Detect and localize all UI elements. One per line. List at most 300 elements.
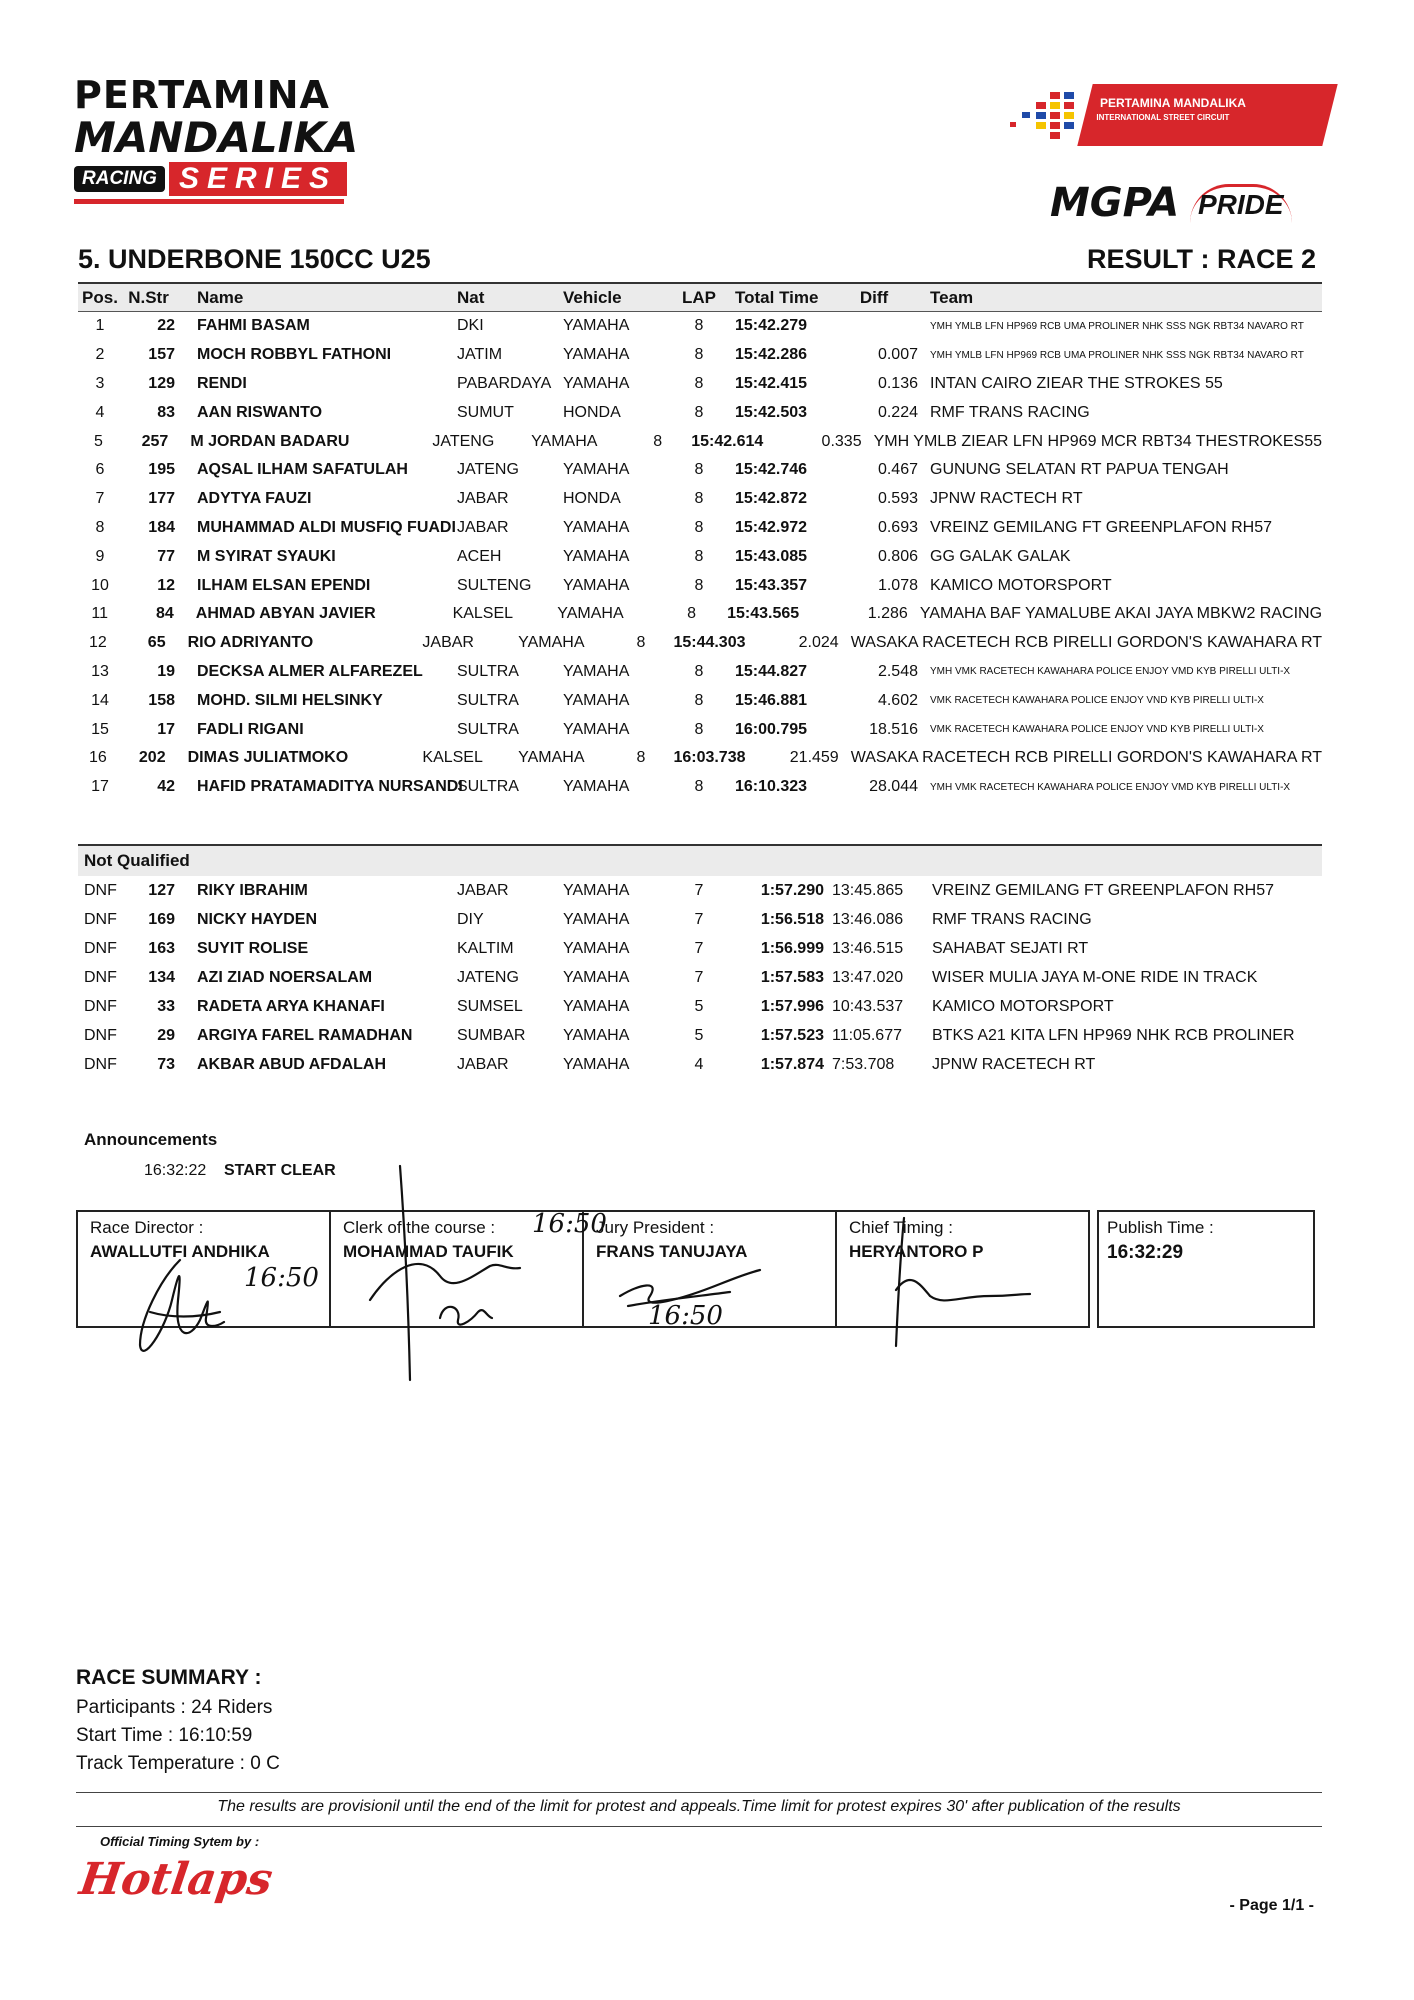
cell-vehicle: YAMAHA [563,518,630,536]
cell-pos: 14 [91,691,109,709]
cell-pos: 6 [95,461,105,479]
cell-nstr: 73 [157,1055,175,1073]
cell-diff: 2.024 [798,634,839,652]
cell-team: RMF TRANS RACING [932,910,1092,928]
cell-lap: 8 [694,576,704,594]
cell-nat: JABAR [457,518,509,536]
cell-team: YMH VMK RACETECH KAWAHARA POLICE ENJOY VMD KYB PIRELLI ULTI-X [930,781,1291,793]
cell-team: JPNW RACETECH RT [932,1055,1096,1073]
cell-team: VREINZ GEMILANG FT GREENPLAFON RH57 [930,518,1272,536]
cell-time: 1:56.999 [760,939,824,957]
clerk-of-course-role: Clerk of the course : [343,1218,496,1237]
col-team: Team [930,287,974,307]
cell-time: 15:42.614 [691,432,764,450]
announcement-item [84,1162,336,1180]
cell-nstr: 202 [138,749,166,767]
cell-nstr: 163 [148,939,175,957]
cell-vehicle: HONDA [563,403,621,421]
cell-lap: 8 [694,461,704,479]
cell-time: 15:44.827 [735,662,808,680]
jury-president-role: Jury President : [596,1218,715,1237]
table-row [78,398,1322,427]
cell-nat: PABARDAYA [457,374,552,392]
cell-team: WASAKA RACETECH RCB PIRELLI GORDON'S KAWAHARA RT [850,634,1322,652]
table-row [78,934,1322,963]
cell-vehicle: YAMAHA [563,910,630,928]
race-director-handwritten-time: 16:50 [244,1263,319,1293]
table-row [78,427,1322,456]
cell-team: JPNW RACTECH RT [930,490,1083,508]
logo-line1: PERTAMINA [74,73,330,117]
mgpa-logo [1050,180,1180,230]
cell-vehicle: YAMAHA [563,968,630,986]
cell-nat: SUMBAR [457,1026,526,1044]
cell-team: KAMICO MOTORSPORT [930,576,1112,594]
cell-pos: DNF [84,968,117,986]
cell-vehicle: YAMAHA [563,1026,630,1044]
table-row [78,715,1322,744]
cell-nstr: 157 [148,346,175,364]
circuit-name: PERTAMINA MANDALIKA [1099,96,1246,110]
cell-time: 15:42.972 [735,518,808,536]
col-diff: Diff [859,287,889,307]
cell-nat: JATIM [457,346,503,364]
start-time: Start Time : 16:10:59 [76,1725,253,1746]
publish-time-value: 16:32:29 [1107,1242,1184,1263]
table-row [78,686,1322,715]
cell-pos: 9 [95,547,105,565]
cell-diff: 13:46.515 [832,939,904,957]
cell-vehicle: YAMAHA [563,547,630,565]
cell-diff: 13:47.020 [832,968,904,986]
cell-time: 16:03.738 [673,749,746,767]
cell-team: SAHABAT SEJATI RT [932,939,1089,957]
jury-president-box [584,1212,837,1326]
cell-team: VMK RACETECH KAWAHARA POLICE ENJOY VND KYB PIRELLI ULTI-X [930,695,1264,707]
cell-name: AAN RISWANTO [197,403,323,421]
results-table [78,282,1322,802]
cell-vehicle: YAMAHA [518,634,585,652]
cell-lap: 8 [694,403,704,421]
cell-name: DECKSA ALMER ALFAREZEL [197,662,423,680]
cell-name: FAHMI BASAM [197,317,310,335]
cell-time: 1:57.290 [760,881,824,899]
cell-pos: 2 [95,346,105,364]
cell-time: 15:42.872 [735,490,808,508]
table-row [78,876,1322,905]
col-nstr: N.Str [128,287,169,307]
cell-nat: SULTRA [457,778,519,796]
cell-team: VREINZ GEMILANG FT GREENPLAFON RH57 [932,881,1274,899]
cell-pos: DNF [84,997,117,1015]
cell-time: 15:43.357 [735,576,808,594]
cell-name: NICKY HAYDEN [197,910,318,928]
cell-nat: ACEH [457,547,502,565]
cell-diff: 13:45.865 [832,881,904,899]
table-row [78,312,1322,341]
cell-nstr: 29 [157,1026,175,1044]
pride-logo [1190,184,1310,228]
cell-diff: 0.335 [821,432,862,450]
cell-lap: 5 [694,1026,704,1044]
race-director-box [78,1212,331,1326]
result-title: RESULT : RACE 2 [1086,244,1316,274]
clerk-of-course-name: MOHAMMAD TAUFIK [343,1242,514,1261]
cell-pos: 4 [95,403,105,421]
cell-nstr: 169 [148,910,175,928]
cell-diff: 2.548 [877,662,918,680]
cell-name: ILHAM ELSAN EPENDI [197,576,371,594]
cell-team: INTAN CAIRO ZIEAR THE STROKES 55 [930,374,1223,392]
cell-time: 1:57.583 [760,968,824,986]
cell-vehicle: YAMAHA [563,720,630,738]
cell-nstr: 195 [148,461,175,479]
cell-name: HAFID PRATAMADITYA NURSANDI [197,778,463,796]
cell-pos: DNF [84,910,117,928]
cell-vehicle: HONDA [563,490,621,508]
cell-time: 15:44.303 [673,634,746,652]
announcement-time: 16:32:22 [144,1162,207,1179]
col-name: Name [197,287,244,307]
results-header-row [78,282,1322,312]
cell-team: YMH YMLB LFN HP969 RCB UMA PROLINER NHK SSS NGK RBT34 NAVARO RT [930,349,1304,361]
table-row [78,456,1322,485]
cell-vehicle: YAMAHA [563,317,630,335]
cell-nstr: 84 [156,605,174,623]
cell-nat: SUMSEL [457,997,523,1015]
cell-pos: DNF [84,881,117,899]
cell-vehicle: YAMAHA [563,374,630,392]
cell-team: VMK RACETECH KAWAHARA POLICE ENJOY VND KYB PIRELLI ULTI-X [930,724,1264,736]
table-row [78,773,1322,802]
cell-pos: 11 [91,605,109,623]
cell-nat: DIY [457,910,484,928]
col-lap: LAP [682,287,716,307]
cell-name: M SYIRAT SYAUKI [197,547,336,565]
cell-pos: 15 [91,720,109,738]
cell-time: 15:43.565 [727,605,800,623]
cell-nat: JABAR [457,881,509,899]
cell-team: YMH VMK RACETECH KAWAHARA POLICE ENJOY VMD KYB PIRELLI ULTI-X [930,666,1291,678]
cell-time: 16:00.795 [735,720,808,738]
cell-vehicle: YAMAHA [531,432,598,450]
clerk-handwritten-time: 16:50 [532,1209,607,1239]
cell-vehicle: YAMAHA [518,749,585,767]
cell-time: 16:10.323 [735,778,808,796]
cell-pos: 16 [88,749,107,767]
cell-name: MOHD. SILMI HELSINKY [197,691,383,709]
footer-divider-top [76,1792,1322,1793]
cell-diff: 18.516 [869,720,918,738]
table-row [78,514,1322,543]
table-row [78,658,1322,687]
provisional-note: The results are provisionil until the end of the limit for protest and appeals.Time limit for protest expires 30' after publication of the results [217,1798,1181,1815]
cell-vehicle: YAMAHA [563,576,630,594]
table-row [78,341,1322,370]
cell-nat: KALTIM [457,939,514,957]
logo-underline [74,199,344,204]
cell-time: 15:42.503 [735,403,808,421]
cell-nat: JATENG [432,432,495,450]
col-pos: Pos. [82,287,118,307]
cell-nat: JATENG [457,968,519,986]
cell-pos: 12 [88,634,107,652]
cell-lap: 8 [694,374,704,392]
chief-timing-role: Chief Timing : [849,1218,953,1237]
officials-signatures [76,1210,1090,1328]
logo-series: SERIES [169,162,347,196]
logo-line2: MANDALIKA [74,113,359,162]
cell-lap: 8 [694,778,704,796]
cell-diff: 7:53.708 [832,1055,895,1073]
mandalika-circuit-logo [1000,80,1330,160]
cell-pos: 5 [94,432,103,450]
cell-time: 15:43.085 [735,547,808,565]
cell-name: AHMAD ABYAN JAVIER [195,605,376,623]
cell-name: RIKY IBRAHIM [197,881,308,899]
cell-nstr: 184 [148,518,175,536]
cell-nstr: 127 [148,881,175,899]
track-temperature: Track Temperature : 0 C [76,1753,280,1774]
cell-lap: 4 [694,1055,704,1073]
results-body [78,312,1322,802]
cell-nat: SUMUT [457,403,514,421]
cell-vehicle: YAMAHA [563,997,630,1015]
circuit-sub: INTERNATIONAL STREET CIRCUIT [1096,113,1230,122]
cell-lap: 5 [694,997,704,1015]
cell-pos: 8 [95,518,105,536]
cell-time: 1:57.523 [760,1026,824,1044]
cell-team: YMH YMLB LFN HP969 RCB UMA PROLINER NHK SSS NGK RBT34 NAVARO RT [930,320,1304,332]
cell-nat: KALSEL [422,749,483,767]
not-qualified-body [78,876,1322,1079]
cell-team: WASAKA RACETECH RCB PIRELLI GORDON'S KAWAHARA RT [850,749,1322,767]
cell-vehicle: YAMAHA [563,662,630,680]
col-vehicle: Vehicle [563,287,622,307]
cell-nat: SULTRA [457,691,519,709]
col-total-time: Total Time [735,287,819,307]
cell-name: RADETA ARYA KHANAFI [197,997,385,1015]
clerk-of-course-box [331,1212,584,1326]
cell-name: AQSAL ILHAM SAFATULAH [197,461,408,479]
jury-handwritten-time: 16:50 [648,1301,723,1331]
publish-time-label: Publish Time : [1107,1218,1214,1237]
cell-time: 1:57.996 [760,997,824,1015]
table-row [78,992,1322,1021]
cell-name: AKBAR ABUD AFDALAH [197,1055,387,1073]
cell-vehicle: YAMAHA [563,778,630,796]
hotlaps-logo: Hotlaps [76,1854,276,1905]
table-row [78,370,1322,399]
cell-lap: 8 [694,547,704,565]
cell-nat: JABAR [457,490,509,508]
cell-nat: JABAR [422,634,474,652]
table-row [78,571,1322,600]
table-row [78,542,1322,571]
cell-name: DIMAS JULIATMOKO [187,749,349,767]
race-summary [76,1664,280,1778]
table-row [78,600,1322,629]
cell-nat: JABAR [457,1055,509,1073]
cell-lap: 8 [694,720,704,738]
circuit-banner [1077,84,1337,146]
logo-racing: RACING [74,166,165,192]
announcements [84,1130,336,1180]
participants: Participants : 24 Riders [76,1697,273,1718]
cell-diff: 0.224 [877,403,918,421]
cell-team: YAMAHA BAF YAMALUBE AKAI JAYA MBKW2 RACING [919,605,1323,623]
cell-lap: 8 [653,432,663,450]
cell-pos: DNF [84,939,117,957]
cell-vehicle: YAMAHA [563,346,630,364]
cell-nstr: 177 [148,490,175,508]
cell-diff: 0.136 [877,374,918,392]
cell-lap: 8 [687,605,696,623]
not-qualified-table [78,844,1322,1079]
cell-time: 1:56.518 [760,910,824,928]
cell-name: ADYTYA FAUZI [197,490,312,508]
cell-pos: 13 [91,662,109,680]
cell-diff: 0.693 [877,518,918,536]
cell-time: 15:42.279 [735,317,808,335]
jury-president-name: FRANS TANUJAYA [596,1242,748,1261]
cell-nat: SULTRA [457,662,519,680]
cell-name: MOCH ROBBYL FATHONI [197,346,392,364]
cell-vehicle: YAMAHA [563,1055,630,1073]
cell-diff: 1.078 [877,576,918,594]
cell-time: 15:42.415 [735,374,808,392]
cell-time: 1:57.874 [760,1055,824,1073]
cell-diff: 0.467 [877,461,918,479]
cell-name: AZI ZIAD NOERSALAM [197,968,373,986]
cell-diff: 4.602 [877,691,918,709]
cell-nstr: 33 [157,997,175,1015]
timing-system-label: Official Timing Sytem by : [100,1834,260,1849]
cell-lap: 8 [694,518,704,536]
cell-vehicle: YAMAHA [563,461,630,479]
cell-pos: 3 [95,374,105,392]
cell-time: 15:46.881 [735,691,808,709]
cell-time: 15:42.746 [735,461,808,479]
cell-lap: 8 [694,691,704,709]
cell-nstr: 83 [157,403,175,421]
cell-diff: 10:43.537 [832,997,904,1015]
cell-vehicle: YAMAHA [563,881,630,899]
cell-lap: 8 [694,490,704,508]
race-summary-title: RACE SUMMARY : [76,1666,262,1689]
table-row [78,485,1322,514]
chief-timing-box [837,1212,1088,1326]
cell-pos: DNF [84,1026,117,1044]
cell-nstr: 65 [147,634,166,652]
cell-diff: 0.593 [877,490,918,508]
cell-nat: SULTENG [457,576,532,594]
cell-name: MUHAMMAD ALDI MUSFIQ FUADI [197,518,456,536]
cell-team: YMH YMLB ZIEAR LFN HP969 MCR RBT34 THESTROKES55 [873,432,1323,450]
event-title: 5. UNDERBONE 150CC U25 [78,244,431,274]
table-row [78,905,1322,934]
cell-nstr: 17 [157,720,175,738]
cell-nstr: 134 [148,968,175,986]
cell-nstr: 22 [157,317,175,335]
cell-nstr: 129 [148,374,175,392]
cell-pos: DNF [84,1055,117,1073]
cell-diff: 1.286 [867,605,908,623]
cell-pos: 10 [91,576,109,594]
cell-vehicle: YAMAHA [557,605,624,623]
announcements-title: Announcements [84,1130,218,1149]
table-row [78,629,1322,658]
cell-name: SUYIT ROLISE [197,939,309,957]
pertamina-mandalika-racing-series-logo [74,73,359,214]
cell-team: BTKS A21 KITA LFN HP969 NHK RCB PROLINER [932,1026,1295,1044]
cell-time: 15:42.286 [735,346,808,364]
cell-nat: KALSEL [452,605,514,623]
race-director-role: Race Director : [90,1218,204,1237]
cell-nstr: 42 [157,778,175,796]
publish-time-box [1097,1210,1315,1328]
cell-diff: 0.806 [877,547,918,565]
cell-diff: 21.459 [789,749,839,767]
cell-lap: 7 [694,910,704,928]
cell-diff: 0.007 [877,346,918,364]
cell-lap: 8 [636,634,646,652]
cell-nstr: 77 [157,547,175,565]
table-row [78,1050,1322,1079]
cell-diff: 11:05.677 [832,1026,902,1044]
cell-nstr: 257 [141,432,169,450]
cell-lap: 8 [694,317,704,335]
pride-text: PRIDE [1190,184,1292,223]
cell-name: RENDI [197,374,247,392]
cell-nat: SULTRA [457,720,519,738]
cell-team: GG GALAK GALAK [930,547,1071,565]
cell-name: RIO ADRIYANTO [187,634,314,652]
cell-lap: 7 [694,881,704,899]
cell-pos: 7 [95,490,105,508]
cell-team: RMF TRANS RACING [930,403,1090,421]
cell-lap: 8 [694,662,704,680]
cell-name: FADLI RIGANI [197,720,304,738]
cell-diff: 28.044 [869,778,918,796]
chief-timing-name: HERYANTORO P [849,1242,984,1261]
cell-lap: 7 [694,939,704,957]
cell-nstr: 158 [148,691,175,709]
cell-team: KAMICO MOTORSPORT [932,997,1114,1015]
cell-name: ARGIYA FAREL RAMADHAN [197,1026,413,1044]
cell-team: GUNUNG SELATAN RT PAPUA TENGAH [930,461,1229,479]
not-qualified-title: Not Qualified [78,844,1322,876]
col-nat: Nat [457,287,485,307]
cell-team: WISER MULIA JAYA M-ONE RIDE IN TRACK [932,968,1258,986]
cell-lap: 8 [694,346,704,364]
cell-name: M JORDAN BADARU [190,432,350,450]
footer-divider-bottom [76,1826,1322,1827]
page-number: - Page 1/1 - [1229,1897,1314,1914]
cell-nstr: 19 [157,662,175,680]
cell-nstr: 12 [157,576,175,594]
cell-diff: 13:46.086 [832,910,904,928]
table-row [78,744,1322,773]
cell-vehicle: YAMAHA [563,691,630,709]
cell-vehicle: YAMAHA [563,939,630,957]
cell-pos: 17 [91,778,109,796]
cell-lap: 7 [694,968,704,986]
announcement-message: START CLEAR [224,1162,336,1179]
cell-lap: 8 [636,749,646,767]
cell-pos: 1 [95,317,105,335]
race-director-name: AWALLUTFI ANDHIKA [90,1242,270,1261]
